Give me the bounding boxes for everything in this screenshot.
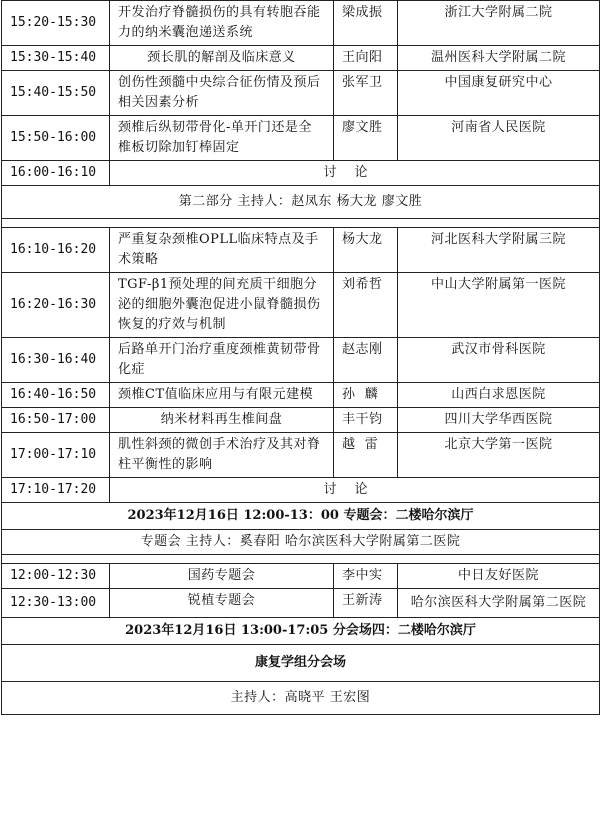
institution-cell: 温州医科大学附属二院 — [398, 46, 600, 71]
topic-cell: 颈椎CT值临床应用与有限元建模 — [110, 383, 334, 408]
institution-cell: 山西白求恩医院 — [398, 383, 600, 408]
session-host-row — [2, 682, 600, 715]
table-row — [2, 589, 600, 618]
session2-host: 专题会 主持人：奚春阳 哈尔滨医科大学附属第二医院 — [2, 530, 600, 555]
time-cell: 12:00-12:30 — [2, 564, 110, 589]
part2-title: 第二部分 主持人：赵凤东 杨大龙 廖文胜 — [2, 186, 600, 219]
speaker-cell: 越 雷 — [334, 433, 398, 478]
institution-cell: 河南省人民医院 — [398, 116, 600, 161]
session-banner-row — [2, 503, 600, 530]
institution-cell: 河北医科大学附属三院 — [398, 228, 600, 273]
topic-cell: 创伤性颈髓中央综合征伤情及预后相关因素分析 — [110, 71, 334, 116]
session3-title: 康复学组分会场 — [2, 645, 600, 682]
session-host-row — [2, 530, 600, 555]
institution-cell: 浙江大学附属二院 — [398, 1, 600, 46]
table-row — [2, 1, 600, 46]
institution-cell: 武汉市骨科医院 — [398, 338, 600, 383]
discussion-label: 讨论 — [110, 478, 600, 503]
topic-cell: TGF-β1预处理的间充质干细胞分泌的细胞外囊泡促进小鼠脊髓损伤恢复的疗效与机制 — [110, 273, 334, 338]
time-cell: 16:00-16:10 — [2, 161, 110, 186]
topic-cell: 颈椎后纵韧带骨化-单开门还是全椎板切除加钉棒固定 — [110, 116, 334, 161]
topic-cell: 开发治疗脊髓损伤的具有转胞吞能力的纳米囊泡递送系统 — [110, 1, 334, 46]
institution-cell: 哈尔滨医科大学附属第二医院 — [398, 589, 600, 618]
speaker-cell: 赵志刚 — [334, 338, 398, 383]
table-row — [2, 46, 600, 71]
time-cell: 17:00-17:10 — [2, 433, 110, 478]
speaker-cell: 李中实 — [334, 564, 398, 589]
table-row — [2, 71, 600, 116]
spacer-row — [2, 219, 600, 228]
speaker-cell: 梁成振 — [334, 1, 398, 46]
topic-cell: 颈长肌的解剖及临床意义 — [110, 46, 334, 71]
institution-cell: 中山大学附属第一医院 — [398, 273, 600, 338]
table-row — [2, 383, 600, 408]
table-row — [2, 273, 600, 338]
session-banner-row — [2, 618, 600, 645]
spacer-row — [2, 555, 600, 564]
time-cell: 16:50-17:00 — [2, 408, 110, 433]
time-cell: 17:10-17:20 — [2, 478, 110, 503]
institution-cell: 中国康复研究中心 — [398, 71, 600, 116]
session-title-row — [2, 645, 600, 682]
topic-cell: 肌性斜颈的微创手术治疗及其对脊柱平衡性的影响 — [110, 433, 334, 478]
session3-banner: 2023年12月16日 13:00-17:05 分会场四：二楼哈尔滨厅 — [2, 618, 600, 645]
time-cell: 15:20-15:30 — [2, 1, 110, 46]
table-row — [2, 408, 600, 433]
spacer — [2, 219, 600, 228]
institution-cell: 四川大学华西医院 — [398, 408, 600, 433]
speaker-cell: 杨大龙 — [334, 228, 398, 273]
discussion-row — [2, 478, 600, 503]
section-header-row — [2, 186, 600, 219]
time-cell: 16:30-16:40 — [2, 338, 110, 383]
topic-cell: 严重复杂颈椎OPLL临床特点及手术策略 — [110, 228, 334, 273]
time-cell: 12:30-13:00 — [2, 589, 110, 618]
time-cell: 16:20-16:30 — [2, 273, 110, 338]
time-cell: 15:50-16:00 — [2, 116, 110, 161]
session2-banner: 2023年12月16日 12:00-13：00 专题会：二楼哈尔滨厅 — [2, 503, 600, 530]
table-row — [2, 116, 600, 161]
time-cell: 15:40-15:50 — [2, 71, 110, 116]
table-row — [2, 433, 600, 478]
time-cell: 16:10-16:20 — [2, 228, 110, 273]
speaker-cell: 廖文胜 — [334, 116, 398, 161]
speaker-cell: 孙 麟 — [334, 383, 398, 408]
table-row — [2, 338, 600, 383]
speaker-cell: 王向阳 — [334, 46, 398, 71]
topic-cell: 纳米材料再生椎间盘 — [110, 408, 334, 433]
session3-host: 主持人：高晓平 王宏图 — [2, 682, 600, 715]
speaker-cell: 王新涛 — [334, 589, 398, 618]
speaker-cell: 刘希哲 — [334, 273, 398, 338]
discussion-row — [2, 161, 600, 186]
topic-cell: 国药专题会 — [110, 564, 334, 589]
speaker-cell: 张军卫 — [334, 71, 398, 116]
topic-cell: 锐植专题会 — [110, 589, 334, 618]
schedule-table — [1, 0, 600, 715]
table-row — [2, 228, 600, 273]
time-cell: 15:30-15:40 — [2, 46, 110, 71]
institution-cell: 中日友好医院 — [398, 564, 600, 589]
topic-cell: 后路单开门治疗重度颈椎黄韧带骨化症 — [110, 338, 334, 383]
table-row — [2, 564, 600, 589]
discussion-label: 讨论 — [110, 161, 600, 186]
time-cell: 16:40-16:50 — [2, 383, 110, 408]
spacer — [2, 555, 600, 564]
institution-cell: 北京大学第一医院 — [398, 433, 600, 478]
speaker-cell: 丰干钧 — [334, 408, 398, 433]
